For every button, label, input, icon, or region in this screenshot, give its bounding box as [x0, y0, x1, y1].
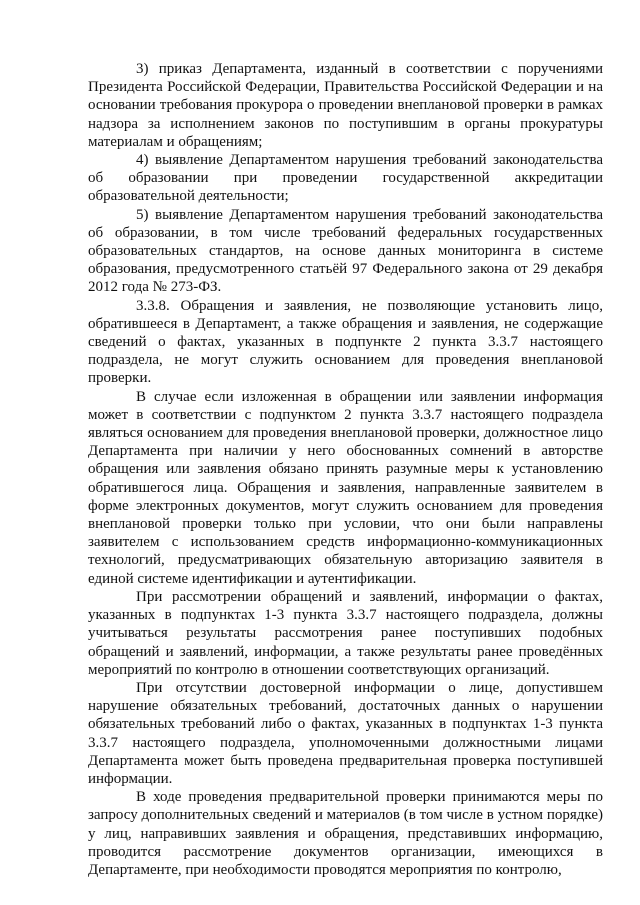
- paragraph-anonymous-check: В случае если изложенная в обращении или заявлении информация может в соответствии с подпунктом 2 пункта 3.3.7 настоящего подраздела являться основанием для проведения внеплановой проверки, должностное лицо Департамента при наличии у него обоснованных сомнений в авторстве обращения или заявления обязано принять разумные меры к установлению обратившегося лица. Обращения и заявления, направленные заявителем в форме электронных документов, могут служить основанием для проведения внеплановой проверки только при условии, что они были направлены заявителем с использованием средств информационно-коммуникационных технологий, предусматривающих обязательную авторизацию заявителя в единой системе идентификации и аутентификации.: [88, 388, 603, 587]
- paragraph-3-3-8: 3.3.8. Обращения и заявления, не позволяющие установить лицо, обратившееся в Департамент, а также обращения и заявления, не содержащие сведений о фактах, указанных в подпункте 2 пункта 3.3.7 настоящего подраздела, не могут служить основанием для проведения внеплановой проверки.: [88, 297, 603, 387]
- paragraph-preliminary-measures: В ходе проведения предварительной проверки принимаются меры по запросу дополнительных сведений и материалов (в том числе в устном порядке) у лиц, направивших заявления и обращения, представивших информацию, проводится рассмотрение документов организации, имеющихся в Департаменте, при необходимости проводятся мероприятия по контролю,: [88, 789, 603, 878]
- paragraph-preliminary-check: При отсутствии достоверной информации о лице, допустившем нарушение обязательных требований, достаточных данных о нарушении обязательных требований либо о фактах, указанных в подпунктах 1-3 пункта 3.3.7 настоящего подраздела, уполномоченными должностными лицами Департамента может быть проведена предварительная проверка поступившей информации.: [88, 679, 603, 787]
- paragraph-consideration: При рассмотрении обращений и заявлений, информации о фактах, указанных в подпунктах 1-3 пункта 3.3.7 настоящего подраздела, должны учитываться результаты рассмотрения ранее поступивших подобных обращений и заявлений, информации, а также результаты ранее проведённых мероприятий по контролю в отношении соответствующих организаций.: [88, 588, 603, 678]
- paragraph-item-3: 3) приказ Департамента, изданный в соответствии с поручениями Президента Российской Федерации, Правительства Российской Федерации и на основании требования прокурора о проведении внеплановой проверки в рамках надзора за исполнением законов по поступившим в органы прокуратуры материалам и обращениям;: [88, 61, 603, 150]
- paragraph-item-4: 4) выявление Департаментом нарушения требований законодательства об образовании при проведении государственной аккредитации образовательной деятельности;: [88, 152, 603, 205]
- document-page: [88, 60, 603, 879]
- paragraph-item-5: 5) выявление Департаментом нарушения требований законодательства об образовании, в том числе требований федеральных государственных образовательных стандартов, на основе данных мониторинга в системе образования, предусмотренного статьёй 97 Федерального закона от 29 декабря 2012 года № 273-ФЗ.: [88, 206, 603, 296]
